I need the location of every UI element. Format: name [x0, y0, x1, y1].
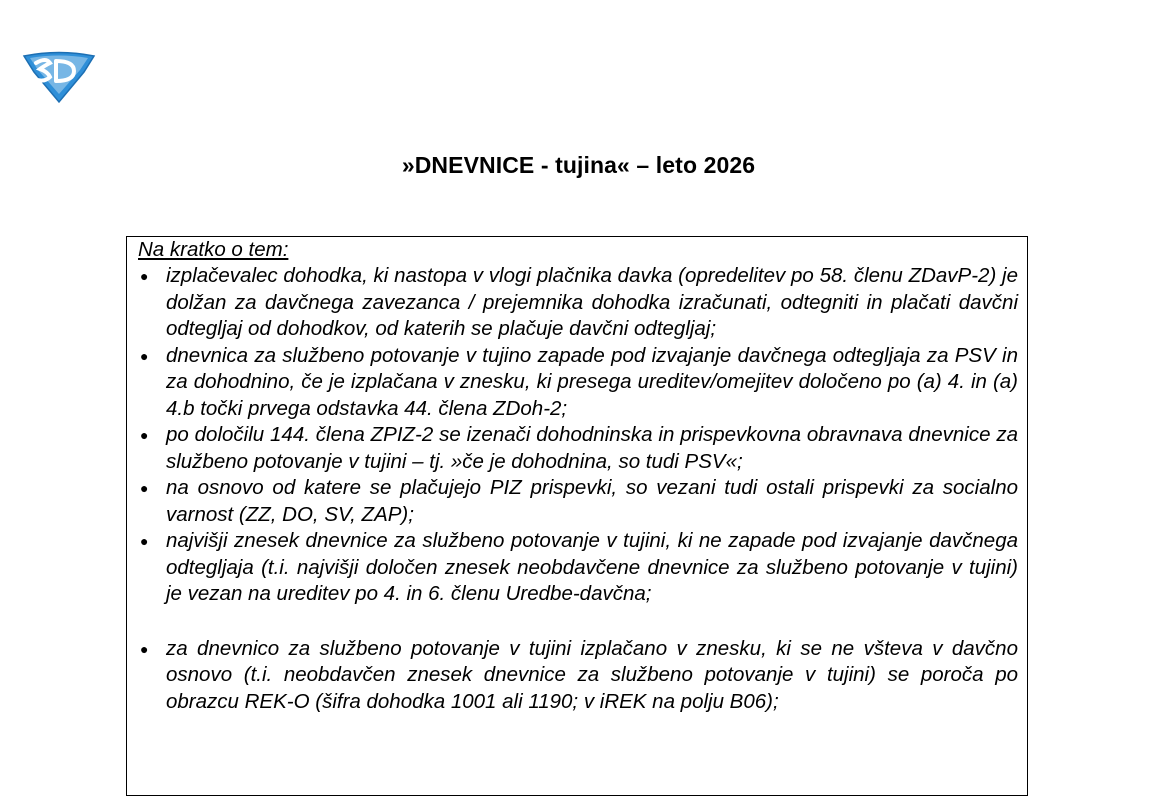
list-item: ● po določilu 144. člena ZPIZ-2 se izenači dohodninska in prispevkovna obravnava dnevnice za službeno potovanje v tujini – tj. »če je dohodnina, so tudi PSV«; [140, 423, 1018, 473]
list-item: ● najvišji znesek dnevnice za službeno potovanje v tujini, ki ne zapade pod izvajanje davčnega odtegljaja (t.i. najvišji določen znesek neobdavčene dnevnice za službeno potovanje v tujini) je vezan na ureditev po 4. in 6. členu Uredbe-davčna; [140, 529, 1018, 605]
bullet-icon: ● [140, 427, 149, 443]
bullet-icon: ● [140, 533, 149, 549]
bullet-icon: ● [140, 268, 149, 284]
summary-box [126, 236, 1028, 796]
summary-list [138, 263, 1018, 715]
bullet-icon: ● [140, 480, 149, 496]
list-item: ● za dnevnico za službeno potovanje v tujini izplačano v znesku, ki se ne všteva v davčno osnovo (t.i. neobdavčen znesek dnevnice za službeno potovanje v tujini) se poroča po obrazcu REK-O (šifra dohodka 1001 ali 1190; v iREK na polju B06); [140, 636, 1018, 713]
list-item: ● dnevnica za službeno potovanje v tujino zapade pod izvajanje davčnega odtegljaja za PSV in za dohodnino, če je izplačana v znesku, ki presega ureditev/omejitev določeno po (a) 4. in (a) 4.b točki prvega odstavka 44. člena ZDoh-2; [140, 343, 1018, 420]
bullet-icon: ● [140, 640, 149, 657]
list-item: ● na osnovo od katere se plačujejo PIZ prispevki, so vezani tudi ostali prispevki za socialno varnost (ZZ, DO, SV, ZAP); [140, 476, 1018, 526]
summary-heading: Na kratko o tem: [138, 238, 289, 261]
shield-sd-logo-icon [22, 50, 96, 104]
list-item: ● izplačevalec dohodka, ki nastopa v vlogi plačnika davka (opredelitev po 58. členu ZDavP-2) je dolžan za davčnega zavezanca / prejemnika dohodka izračunati, odtegniti in plačati davčni odtegljaj od dohodkov, od katerih se plačuje davčni odtegljaj; [140, 264, 1018, 340]
document-title: »DNEVNICE - tujina« – leto 2026 [401, 152, 756, 178]
bullet-icon: ● [140, 347, 149, 364]
